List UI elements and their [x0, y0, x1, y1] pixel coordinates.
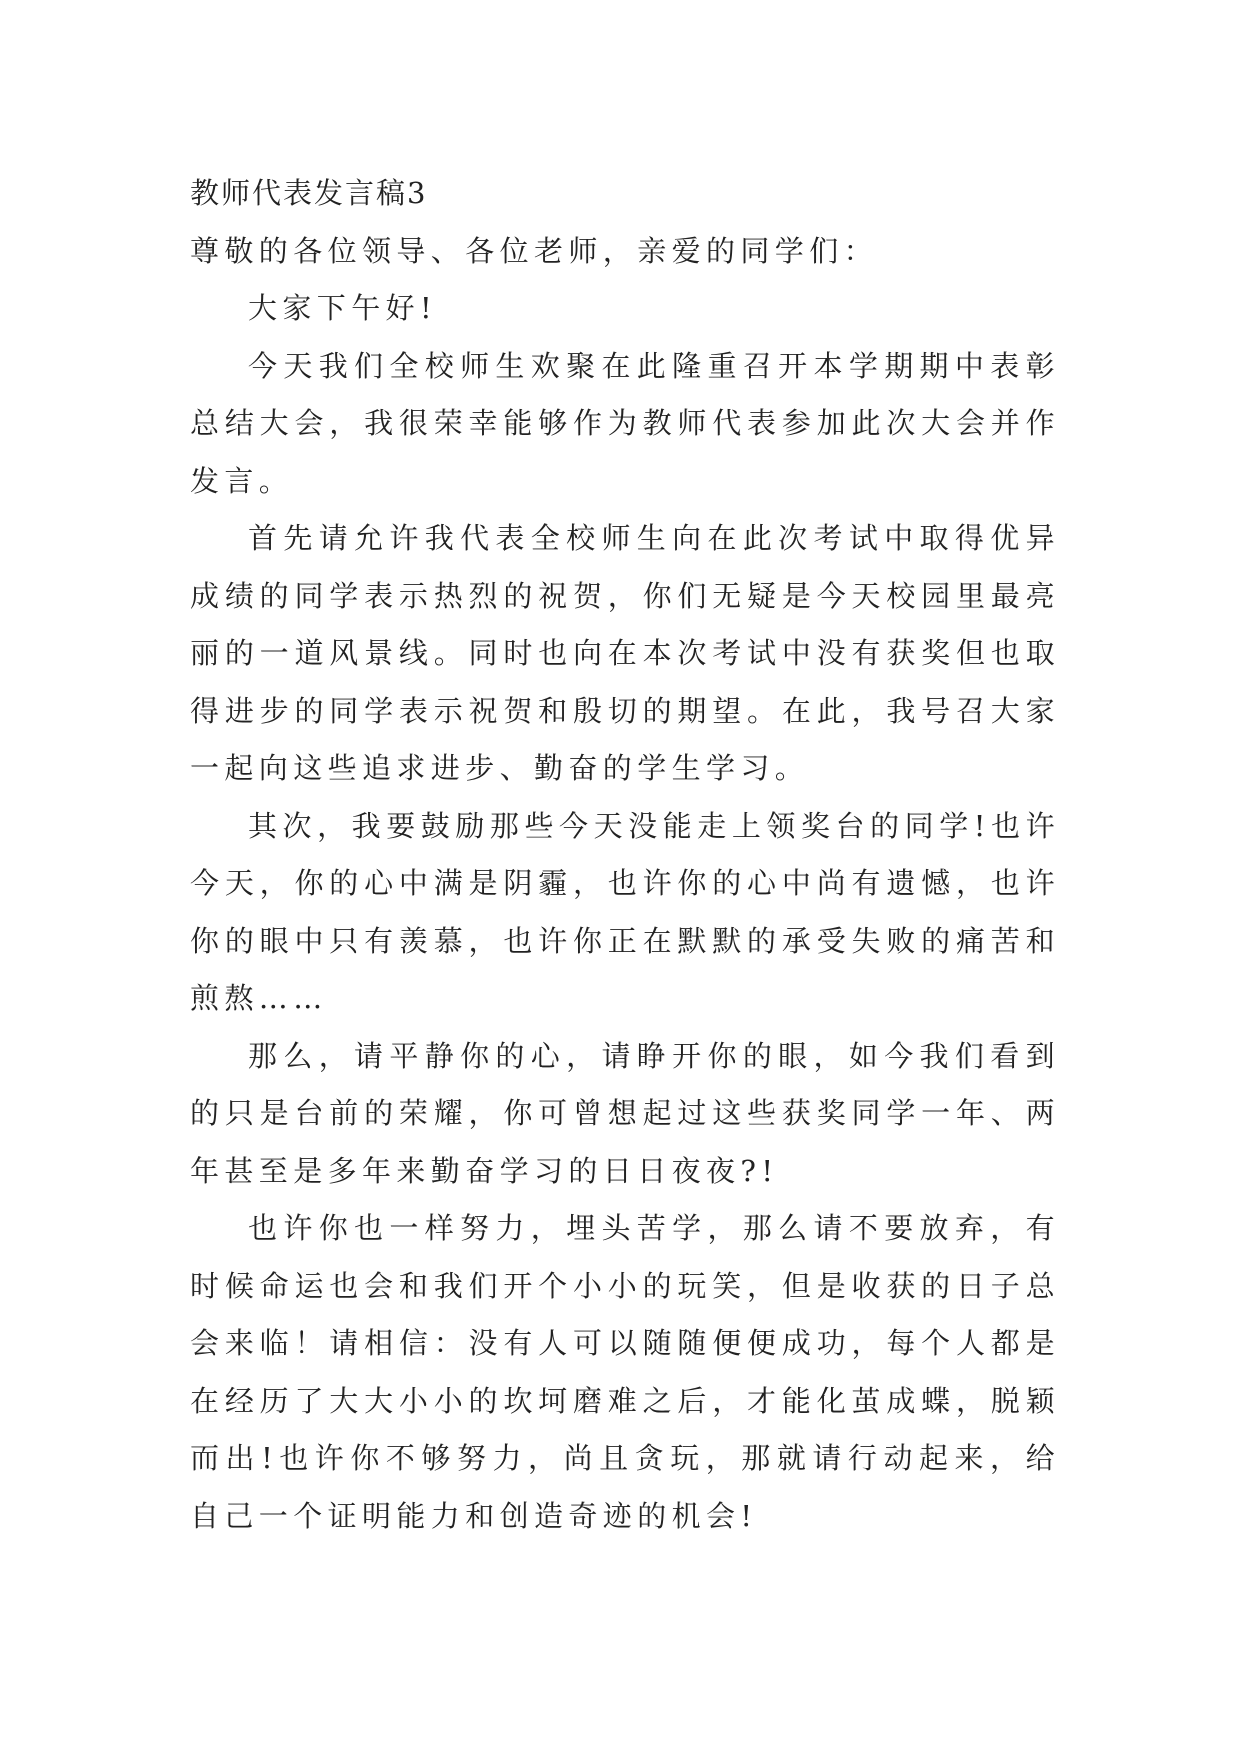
paragraph-opening: 今天我们全校师生欢聚在此隆重召开本学期期中表彰总结大会，我很荣幸能够作为教师代表参加此次大会并作发言。: [190, 348, 1060, 498]
document-title: 教师代表发言稿3: [190, 176, 428, 210]
paragraph-reflection: 那么，请平静你的心，请睁开你的眼，如今我们看到的只是台前的荣耀，你可曾想起过这些获奖同学一年、两年甚至是多年来勤奋学习的日日夜夜?!: [190, 1038, 1060, 1188]
paragraph-encouragement: 其次，我要鼓励那些今天没能走上领奖台的同学!也许今天，你的心中满是阴霾，也许你的心中尚有遗憾，也许你的眼中只有羡慕，也许你正在默默的承受失败的痛苦和煎熬……: [190, 808, 1060, 1015]
document-body: [190, 165, 1060, 1545]
paragraph-closing: 也许你也一样努力，埋头苦学，那么请不要放弃，有时候命运也会和我们开个小小的玩笑，但是收获的日子总会来临！请相信：没有人可以随随便便成功，每个人都是在经历了大大小小的坎坷磨难之后，才能化茧成蝶，脱颖而出!也许你不够努力，尚且贪玩，那就请行动起来，给自己一个证明能力和创造奇迹的机会!: [190, 1211, 1060, 1533]
paragraph-congratulations: 首先请允许我代表全校师生向在此次考试中取得优异成绩的同学表示热烈的祝贺，你们无疑是今天校园里最亮丽的一道风景线。同时也向在本次考试中没有获奖但也取得进步的同学表示祝贺和殷切的期望。在此，我号召大家一起向这些追求进步、勤奋的学生学习。: [190, 521, 1060, 785]
salutation: 尊敬的各位领导、各位老师，亲爱的同学们：: [190, 233, 879, 268]
paragraph-greeting: 大家下午好!: [248, 291, 438, 325]
